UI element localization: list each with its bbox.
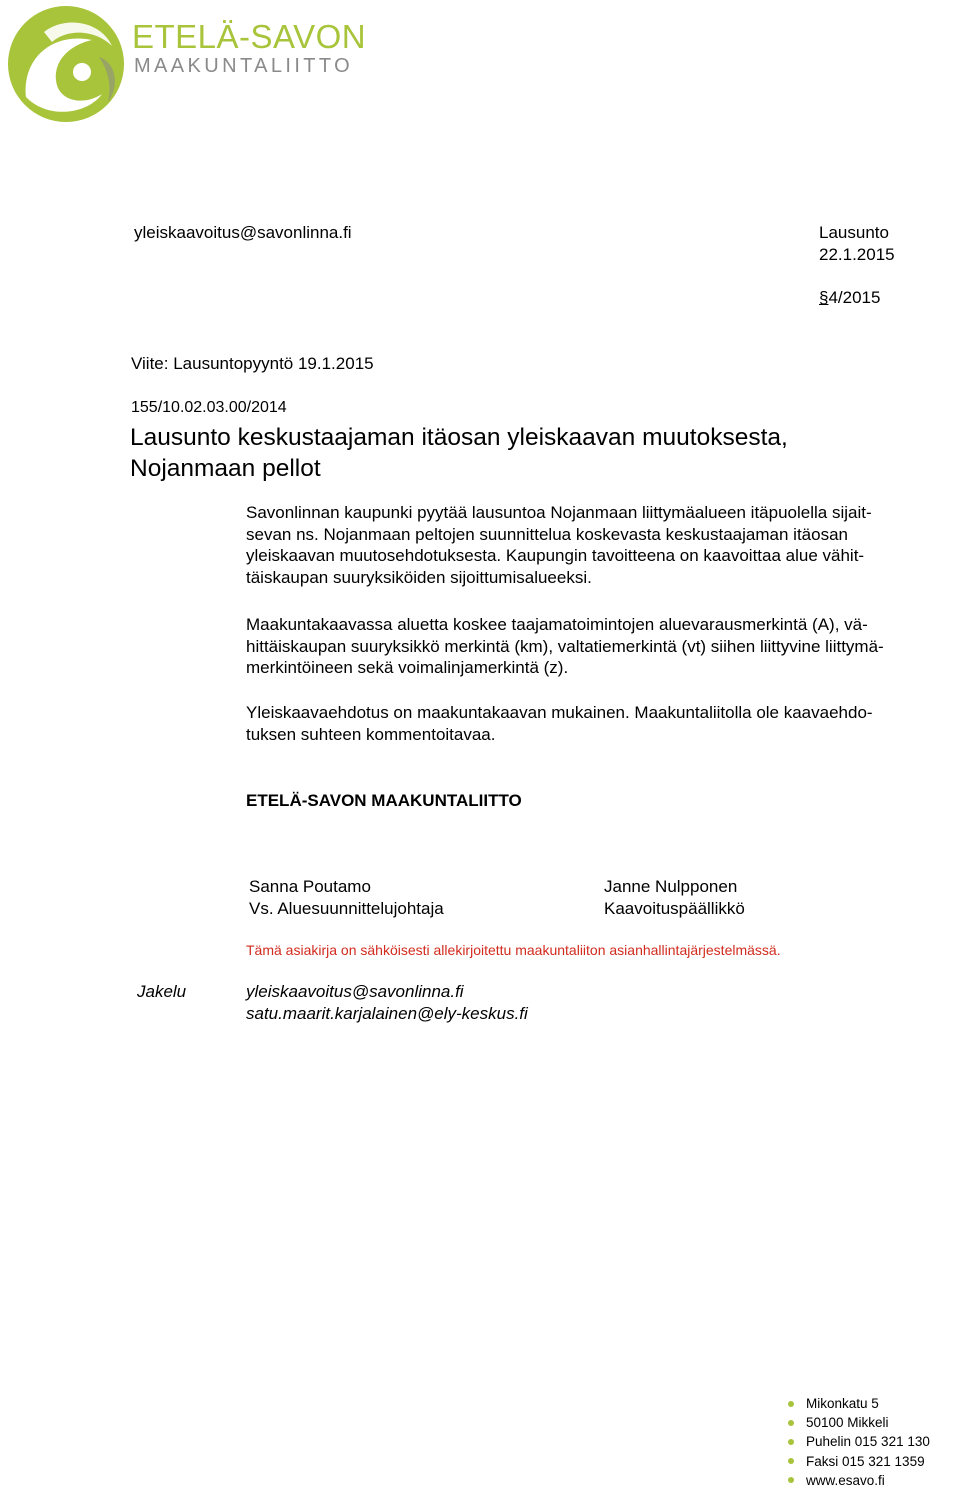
signer-1-title: Vs. Aluesuunnittelujohtaja (249, 899, 444, 918)
contact-fax: Faksi 015 321 1359 (806, 1453, 925, 1469)
document-number (819, 287, 880, 308)
bullet-icon (788, 1420, 794, 1426)
document-number-value: 4/2015 (828, 288, 881, 307)
paragraph-line: Savonlinnan kaupunki pyytää lausuntoa Nojanmaan liittymäalueen itäpuolella sijait- (246, 503, 872, 522)
leaf-swirl-logo-icon (8, 6, 124, 122)
paragraph-line: sevan ns. Nojanmaan peltojen suunnittelua koskevasta keskustaajaman itäosan (246, 524, 848, 544)
electronic-signature-note: Tämä asiakirja on sähköisesti allekirjoitettu maakuntaliiton asianhallintajärjestelmässä. (246, 942, 781, 958)
contact-row (788, 1452, 930, 1471)
body-paragraph-3 (246, 702, 873, 745)
recipient-email: yleiskaavoitus@savonlinna.fi (134, 223, 352, 242)
paragraph-line: täiskaupan suuryksiköiden sijoittumisalueeksi. (246, 567, 592, 587)
reference-request: Viite: Lausuntopyyntö 19.1.2015 (131, 354, 374, 373)
paragraph-line: tuksen suhteen kommentoitavaa. (246, 724, 496, 744)
contact-row (788, 1413, 930, 1432)
contact-row (788, 1471, 930, 1490)
bullet-icon (788, 1477, 794, 1483)
body-paragraph-2 (246, 614, 884, 679)
paragraph-line: hittäiskaupan suuryksikkö merkintä (km), valtatiemerkintä (vt) siihen liittyvine liittymä- (246, 636, 884, 656)
bullet-icon (788, 1439, 794, 1445)
body-paragraph-1 (246, 502, 872, 588)
paragraph-line: yleiskaavan muutosehdotuksesta. Kaupungin tavoitteena on kaavoittaa alue vähit- (246, 546, 865, 565)
contact-row (788, 1394, 930, 1413)
document-type: Lausunto (819, 223, 889, 242)
document-date: 22.1.2015 (819, 245, 895, 264)
paragraph-line: Maakuntakaavassa aluetta koskee taajamatoimintojen aluevarausmerkintä (A), vä- (246, 615, 868, 634)
distribution-label: Jakelu (137, 982, 187, 1001)
signer-2-name: Janne Nulpponen (604, 877, 738, 896)
document-title-line: Nojanmaan pellot (130, 455, 321, 482)
document-title (130, 422, 788, 484)
paragraph-line: Yleiskaavaehdotus on maakuntakaavan mukainen. Maakuntaliitolla ole kaavaehdo- (246, 703, 873, 722)
bullet-icon (788, 1458, 794, 1464)
distribution-recipient: satu.maarit.karjalainen@ely-keskus.fi (246, 1004, 528, 1023)
document-title-line: Lausunto keskustaajaman itäosan yleiskaavan muutoksesta, (130, 424, 788, 451)
bullet-icon (788, 1401, 794, 1407)
contact-web: www.esavo.fi (806, 1472, 885, 1488)
reference-number: 155/10.02.03.00/2014 (131, 399, 287, 416)
logo-org-name: ETELÄ-SAVON (132, 18, 367, 55)
contact-info (788, 1394, 930, 1490)
contact-row (788, 1432, 930, 1451)
paragraph-line: merkintöineen sekä voimalinjamerkintä (z). (246, 658, 569, 677)
signer-1-name: Sanna Poutamo (249, 877, 371, 896)
contact-postal: 50100 Mikkeli (806, 1415, 889, 1431)
distribution-recipient: yleiskaavoitus@savonlinna.fi (246, 982, 464, 1001)
signing-organization: ETELÄ-SAVON MAAKUNTALIITTO (246, 791, 522, 810)
contact-phone: Puhelin 015 321 130 (806, 1434, 930, 1450)
contact-address: Mikonkatu 5 (806, 1396, 879, 1411)
signer-2-title: Kaavoituspäällikkö (604, 899, 745, 918)
logo-org-subname: MAAKUNTALIITTO (134, 55, 354, 77)
section-symbol: § (819, 288, 829, 307)
